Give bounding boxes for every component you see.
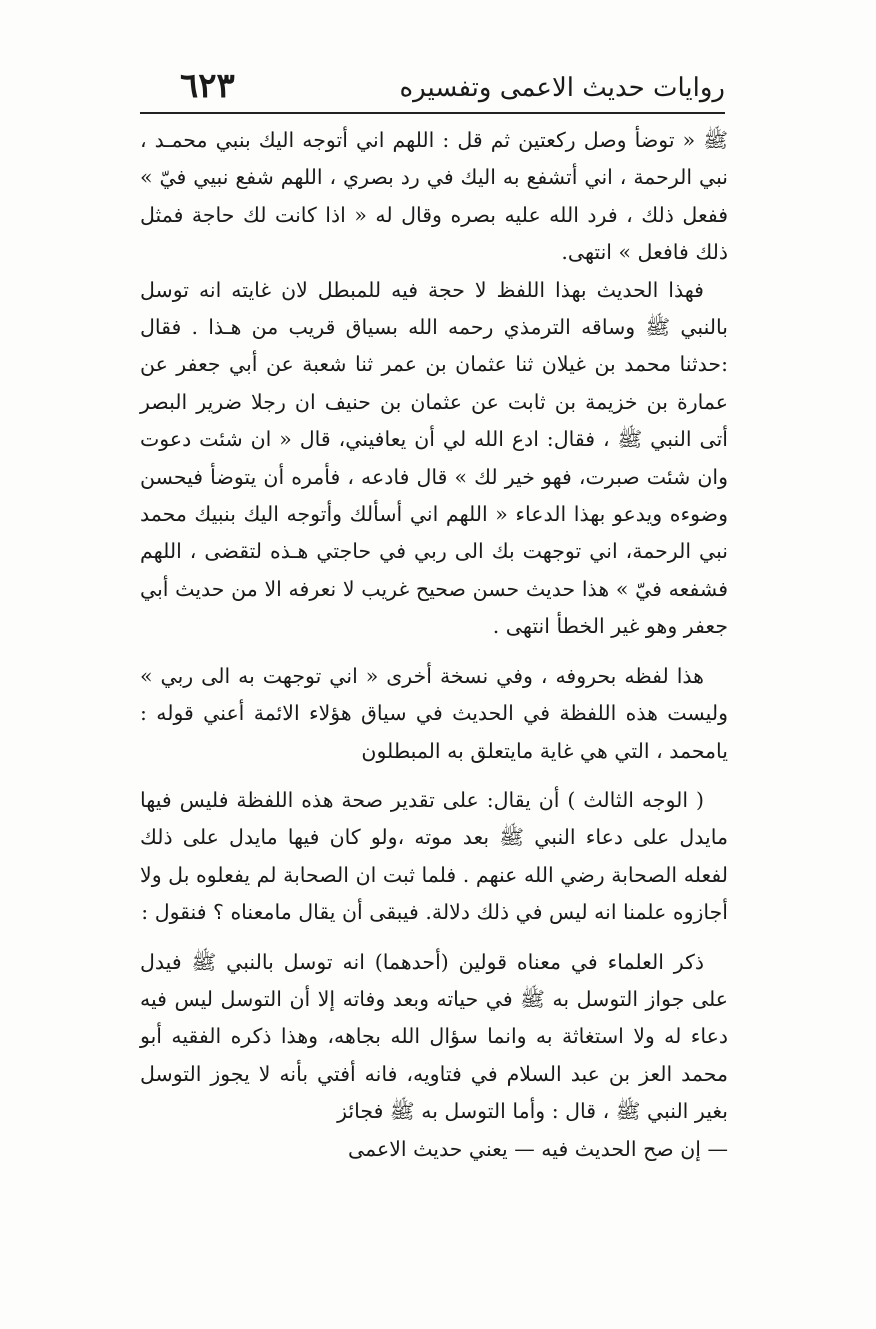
page-body bbox=[140, 122, 728, 1168]
paragraph-wording-note: هذا لفظه بحروفه ، وفي نسخة أخرى « اني توجهت به الى ربي » وليست هذه اللفظة في الحديث في سياق هؤلاء الائمة أعني قوله : يامحمد ، التي هي غاية مايتعلق به المبطلون bbox=[140, 663, 728, 763]
paragraph-closing-line: — إن صح الحديث فيه — يعني حديث الاعمى bbox=[348, 1136, 728, 1161]
paragraph-tirmidhi-narration: فهذا الحديث بهذا اللفظ لا حجة فيه للمبطل لان غايته انه توسل بالنبي ﷺ وساقه الترمذي رحمه الله بسياق قريب من هـذا . فقال :حدثنا محمد بن غيلان ثنا عثمان بن عمر ثنا شعبة عن أبي جعفر عن عمارة بن خزيمة بن ثابت عن عثمان بن حنيف ان رجلا ضرير البصر أتى النبي ﷺ ، فقال: ادع الله لي أن يعافيني، قال « ان شئت دعوت وان شئت صبرت، فهو خير لك » قال فادعه ، فأمره أن يتوضأ فيحسن وضوءه ويدعو بهذا الدعاء « اللهم اني أسألك وأتوجه اليك بنبيك محمد نبي الرحمة، اني توجهت بك الى ربي في حاجتي هـذه لتقضى ، اللهم فشفعه فيّ » هذا حديث حسن صحيح غريب لا نعرفه الا من حديث أبي جعفر وهو غير الخطأ انتهى . bbox=[140, 277, 728, 639]
running-title: روايات حديث الاعمى وتفسيره bbox=[399, 73, 725, 103]
page-number: ٦٢٣ bbox=[180, 66, 235, 106]
page-header bbox=[140, 62, 725, 114]
paragraph-scholars-opinions: ذكر العلماء في معناه قولين (أحدهما) انه توسل بالنبي ﷺ فيدل على جواز التوسل به ﷺ في حياته وبعد وفاته إلا أن التوسل ليس فيه دعاء له ولا استغاثة به وانما سؤال الله بجاهه، وهذا ذكره الفقيه أبو محمد العز بن عبد السلام في فتاويه، فانه أفتي بأنه لا يجوز التوسل بغير النبي ﷺ ، قال : وأما التوسل به ﷺ فجائز bbox=[140, 949, 728, 1124]
paragraph-prophet-instruction: ﷺ « توضأ وصل ركعتين ثم قل : اللهم اني أتوجه اليك بنبي محمـد ، نبي الرحمة ، اني أتشفع به اليك في رد بصري ، اللهم شفع نبيي فيّ » ففعل ذلك ، فرد الله عليه بصره وقال له « اذا كانت لك حاجة فمثل ذلك فافعل » انتهى. bbox=[140, 128, 728, 265]
header-divider bbox=[140, 112, 725, 114]
paragraph-third-aspect: ( الوجه الثالث ) أن يقال: على تقدير صحة هذه اللفظة فليس فيها مايدل على دعاء النبي ﷺ بعد موته ،ولو كان فيها مايدل على ذلك لفعله الصحابة رضي الله عنهم . فلما ثبت ان الصحابة لم يفعلوه بل ولا أجازوه علمنا انه ليس في ذلك دلالة. فيبقى أن يقال مامعناه ؟ فنقول : bbox=[140, 787, 728, 925]
